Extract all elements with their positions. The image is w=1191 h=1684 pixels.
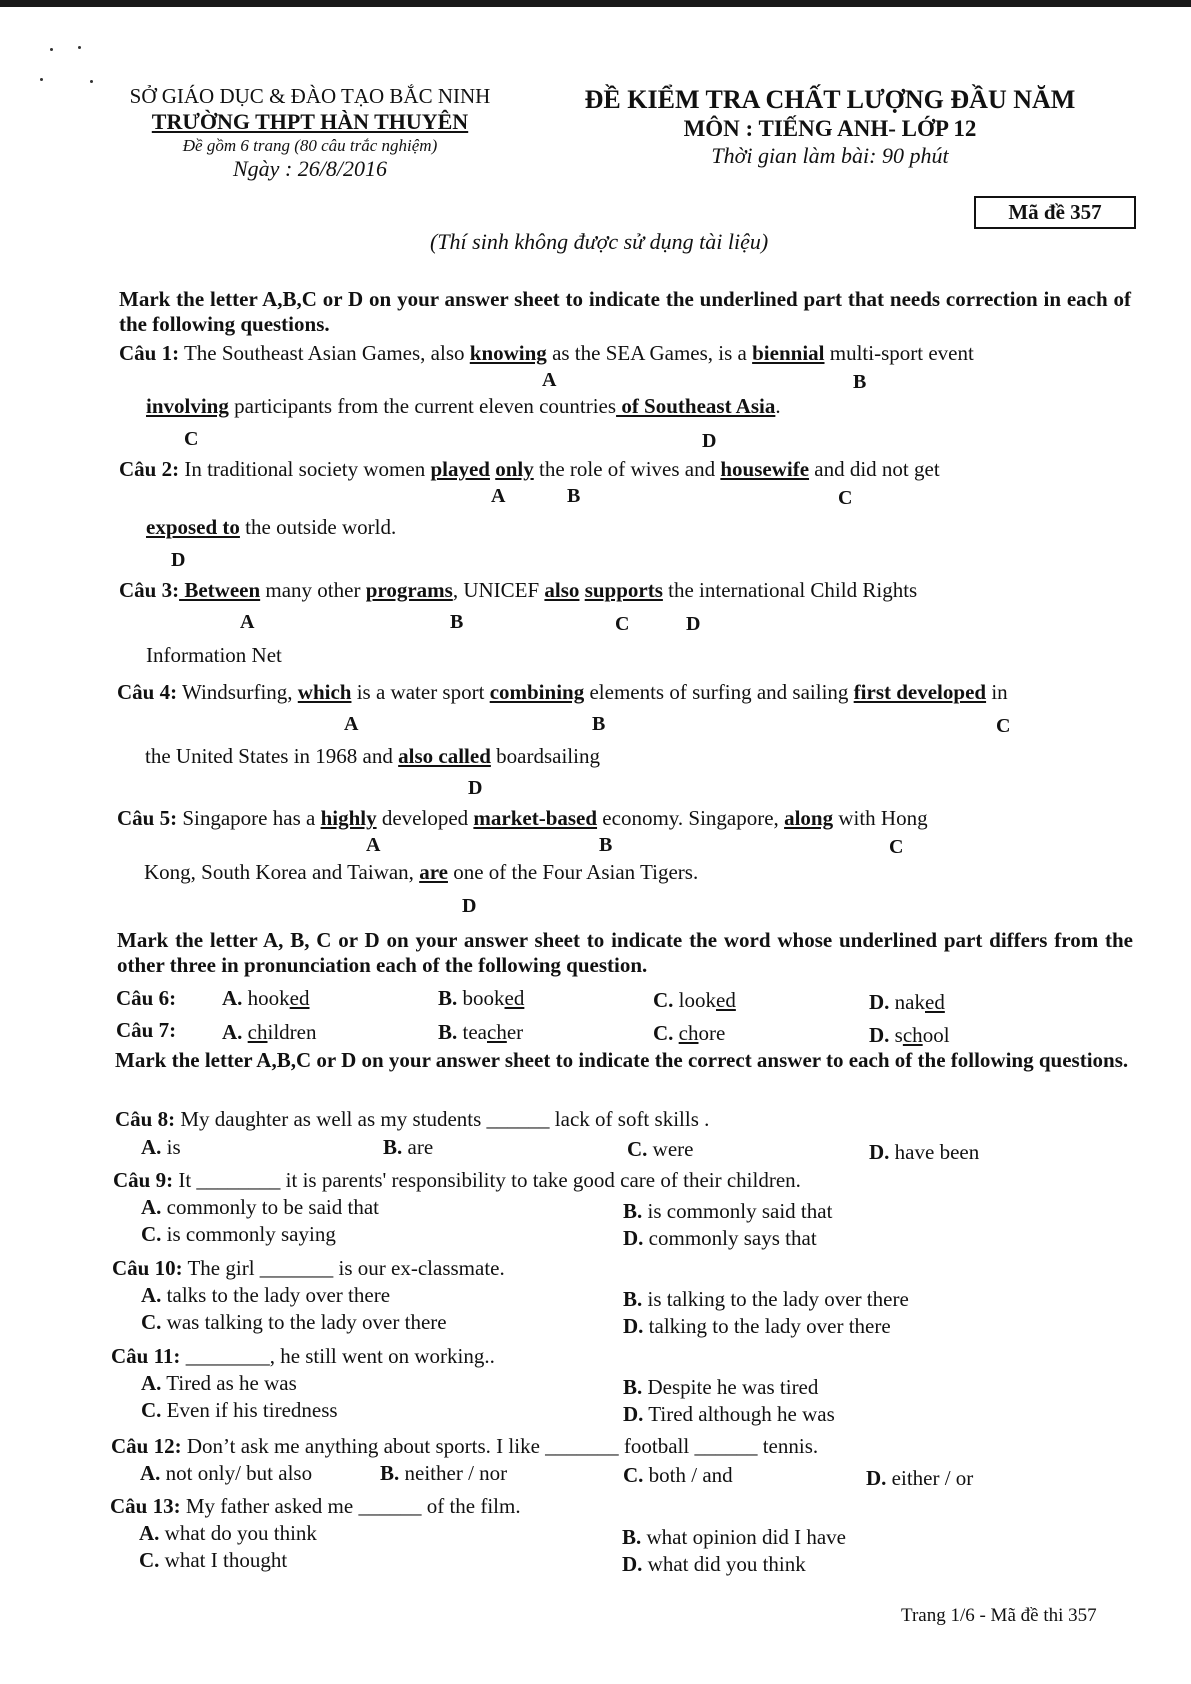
option-letter-d: D	[171, 549, 186, 571]
underlined-option-b: only	[495, 457, 534, 481]
question-text: participants from the current eleven countries	[228, 394, 617, 418]
question-text: multi-sport event	[824, 341, 974, 365]
question-5-line-2	[144, 860, 698, 885]
header-right	[545, 84, 1115, 169]
question-text: My daughter as well as my students ______ lack of soft skills .	[175, 1107, 710, 1131]
underlined-option-b: programs	[365, 578, 453, 602]
option-text: either / or	[886, 1466, 974, 1490]
school-name: TRƯỜNG THPT HÀN THUYÊN	[151, 109, 469, 135]
question-text: the international Child Rights	[662, 578, 918, 602]
option-d	[623, 1402, 835, 1427]
option-label: D.	[866, 1466, 887, 1490]
question-5-line-1	[117, 806, 928, 831]
underlined-option-a: which	[297, 680, 352, 704]
question-label: Câu 9:	[113, 1168, 174, 1192]
department-name: SỞ GIÁO DỤC & ĐÀO TẠO BẮC NINH	[129, 84, 491, 108]
question-text: Kong, South Korea and Taiwan,	[144, 860, 420, 884]
question-8	[115, 1107, 709, 1132]
option-text: talks to the lady over there	[161, 1283, 391, 1307]
option-c	[653, 1021, 725, 1046]
question-text: many other	[260, 578, 366, 602]
option-d	[869, 990, 945, 1015]
underlined-sound: ed	[925, 990, 945, 1014]
option-label: B.	[623, 1287, 643, 1311]
scan-speck	[78, 46, 81, 49]
option-a	[141, 1283, 390, 1308]
option-label: C.	[141, 1398, 162, 1422]
option-label: C.	[623, 1463, 644, 1487]
option-letter-b: B	[853, 371, 867, 393]
option-c	[627, 1137, 693, 1162]
option-d	[622, 1552, 806, 1577]
option-b	[438, 986, 524, 1011]
multiple-choice-instruction: Mark the letter A,B,C or D on your answer sheet to indicate the correct answer to each of the following questions.	[115, 1048, 1129, 1072]
option-letter-d: D	[686, 613, 701, 635]
page-footer: Trang 1/6 - Mã đề thi 357	[901, 1605, 1097, 1626]
option-a	[222, 986, 310, 1011]
question-text: My father asked me ______ of the film.	[180, 1494, 521, 1518]
underlined-option-b: combining	[489, 680, 585, 704]
option-text: was talking to the lady over there	[161, 1310, 447, 1334]
option-text: both / and	[643, 1463, 733, 1487]
option-text: er	[506, 1020, 524, 1044]
question-10	[112, 1256, 505, 1281]
option-text: Tired although he was	[643, 1402, 835, 1426]
option-label: B.	[623, 1375, 643, 1399]
option-label: D.	[623, 1402, 644, 1426]
question-3-line-2: Information Net	[146, 643, 282, 667]
exam-title: ĐỀ KIỂM TRA CHẤT LƯỢNG ĐẦU NĂM	[584, 85, 1076, 114]
underlined-option-c: along	[784, 806, 834, 830]
question-label: Câu 4:	[117, 680, 178, 704]
option-b	[623, 1375, 818, 1400]
option-letter-b: B	[567, 485, 581, 507]
option-label: A.	[141, 1371, 162, 1395]
option-a	[141, 1371, 297, 1396]
underlined-option-a: played	[430, 457, 490, 481]
option-label: D.	[623, 1226, 644, 1250]
option-label: C.	[139, 1548, 160, 1572]
option-label: D.	[869, 1140, 890, 1164]
option-text: hook	[242, 986, 290, 1010]
question-text: Don’t ask me anything about sports. I like _______ football ______ tennis.	[181, 1434, 819, 1458]
option-label: D.	[623, 1314, 644, 1338]
exam-note: (Thí sinh không được sử dụng tài liệu)	[430, 229, 769, 254]
exam-date: Ngày : 26/8/2016	[233, 155, 387, 181]
option-text: commonly to be said that	[161, 1195, 379, 1219]
question-text: and did not get	[809, 457, 940, 481]
option-text: neither / nor	[399, 1461, 508, 1485]
underlined-sound: ed	[716, 988, 736, 1012]
option-label: C.	[141, 1222, 162, 1246]
option-a	[141, 1135, 181, 1160]
question-label: Câu 13:	[110, 1494, 181, 1518]
option-text: commonly says that	[643, 1226, 817, 1250]
option-label: A.	[141, 1283, 162, 1307]
option-c	[623, 1463, 733, 1488]
question-text: the role of wives and	[533, 457, 721, 481]
option-c	[141, 1398, 338, 1423]
question-4-line-1	[117, 680, 1008, 705]
option-label: B.	[622, 1525, 642, 1549]
option-text: s	[889, 1023, 903, 1047]
question-text: one of the Four Asian Tigers.	[447, 860, 699, 884]
scan-speck	[40, 78, 43, 81]
option-letter-a: A	[542, 369, 557, 391]
option-letter-b: B	[592, 713, 606, 735]
question-text: The Southeast Asian Games, also	[179, 341, 470, 365]
option-text: were	[647, 1137, 694, 1161]
option-letter-a: A	[240, 611, 255, 633]
option-label: B.	[383, 1135, 403, 1159]
pages-note: Đề gồm 6 trang (80 câu trắc nghiệm)	[182, 135, 438, 155]
option-text: Despite he was tired	[642, 1375, 819, 1399]
option-text: is	[161, 1135, 181, 1159]
question-label: Câu 1:	[119, 341, 180, 365]
option-d	[623, 1226, 817, 1251]
option-b	[623, 1199, 832, 1224]
option-letter-a: A	[366, 834, 381, 856]
option-c	[139, 1548, 287, 1573]
option-text: what do you think	[159, 1521, 317, 1545]
option-text: look	[673, 988, 717, 1012]
error-instruction: Mark the letter A,B,C or D on your answer sheet to indicate the underlined part that needs correction in each of the following questions.	[119, 287, 1131, 337]
option-text: are	[402, 1135, 434, 1159]
option-label: B.	[438, 1020, 458, 1044]
underlined-option-c: involving	[146, 394, 229, 418]
question-text: with Hong	[833, 806, 928, 830]
option-b	[622, 1525, 846, 1550]
underlined-sound: ch	[902, 1023, 923, 1047]
question-label: Câu 12:	[111, 1434, 182, 1458]
question-text: the outside world.	[239, 515, 397, 539]
question-text: in	[986, 680, 1008, 704]
underlined-option-d: also called	[398, 744, 491, 768]
question-3-line-1	[119, 578, 917, 603]
option-b	[438, 1020, 523, 1045]
option-letter-c: C	[996, 715, 1011, 737]
option-letter-b: B	[599, 834, 613, 856]
underlined-option-c: also	[544, 578, 580, 602]
option-label: A.	[139, 1521, 160, 1545]
option-letter-d: D	[702, 430, 717, 452]
option-text: what I thought	[159, 1548, 288, 1572]
question-label: Câu 5:	[117, 806, 178, 830]
option-label: C.	[627, 1137, 648, 1161]
option-label: B.	[438, 986, 458, 1010]
question-text: economy. Singapore,	[597, 806, 785, 830]
question-text: .	[775, 394, 781, 418]
option-a	[140, 1461, 312, 1486]
option-label: B.	[380, 1461, 400, 1485]
question-2-line-1	[119, 457, 940, 482]
question-4-line-2	[145, 744, 600, 769]
question-text: ________, he still went on working..	[180, 1344, 495, 1368]
question-12	[111, 1434, 818, 1459]
option-a	[222, 1020, 316, 1045]
option-a	[139, 1521, 317, 1546]
question-9	[113, 1168, 801, 1193]
option-letter-c: C	[184, 428, 199, 450]
question-label: Câu 11:	[111, 1344, 181, 1368]
option-d	[869, 1140, 979, 1165]
underlined-option-b: market-based	[473, 806, 598, 830]
underlined-sound: ed	[289, 986, 310, 1010]
question-1-line-2	[146, 394, 781, 419]
option-text: is commonly said that	[642, 1199, 833, 1223]
question-text: developed	[376, 806, 474, 830]
question-text: elements of surfing and sailing	[584, 680, 854, 704]
option-label: C.	[653, 1021, 674, 1045]
question-text: , UNICEF	[452, 578, 545, 602]
option-text: Even if his tiredness	[161, 1398, 338, 1422]
question-text: as the SEA Games, is a	[546, 341, 753, 365]
question-label: Câu 8:	[115, 1107, 176, 1131]
scan-top-border	[0, 0, 1191, 7]
underlined-sound: ch	[487, 1020, 507, 1044]
option-letter-d: D	[462, 895, 477, 917]
option-label: C.	[141, 1310, 162, 1334]
exam-code-box: Mã đề 357	[974, 196, 1136, 229]
underlined-option-a: knowing	[469, 341, 547, 365]
underlined-sound: ch	[247, 1020, 268, 1044]
option-letter-c: C	[615, 613, 630, 635]
option-d	[869, 1023, 950, 1048]
exam-time: Thời gian làm bài: 90 phút	[711, 142, 949, 168]
question-label: Câu 2:	[119, 457, 180, 481]
option-text: what did you think	[642, 1552, 806, 1576]
option-text: ool	[922, 1023, 950, 1047]
question-11	[111, 1344, 495, 1369]
underlined-option-d: supports	[584, 578, 663, 602]
question-text: boardsailing	[490, 744, 600, 768]
option-text: not only/ but also	[160, 1461, 313, 1485]
option-b	[623, 1287, 909, 1312]
underlined-option-d: exposed to	[146, 515, 240, 539]
option-text: nak	[889, 990, 925, 1014]
option-text: what opinion did I have	[641, 1525, 846, 1549]
option-label: D.	[869, 1023, 890, 1047]
option-a	[141, 1195, 379, 1220]
option-text: tea	[457, 1020, 487, 1044]
underlined-option-d: of Southeast Asia	[616, 394, 776, 418]
option-letter-c: C	[838, 487, 853, 509]
option-text: talking to the lady over there	[643, 1314, 891, 1338]
option-label: B.	[623, 1199, 643, 1223]
question-13	[110, 1494, 521, 1519]
option-letter-a: A	[491, 485, 506, 507]
underlined-sound: ed	[504, 986, 525, 1010]
question-text: Singapore has a	[177, 806, 321, 830]
question-label: Câu 10:	[112, 1256, 183, 1280]
option-label: C.	[653, 988, 674, 1012]
question-label: Câu 3:	[119, 578, 180, 602]
option-d	[866, 1466, 973, 1491]
option-c	[141, 1222, 336, 1247]
question-text: In traditional society women	[179, 457, 431, 481]
option-b	[383, 1135, 433, 1160]
underlined-option-c: first developed	[853, 680, 987, 704]
question-text: Windsurfing,	[177, 680, 298, 704]
question-text: the United States in 1968 and	[145, 744, 399, 768]
option-text: book	[457, 986, 505, 1010]
question-1-line-1	[119, 341, 974, 366]
question-6-label: Câu 6:	[116, 986, 177, 1010]
underlined-option-a: highly	[320, 806, 377, 830]
option-label: A.	[140, 1461, 161, 1485]
underlined-option-d: are	[419, 860, 448, 884]
header-left	[115, 84, 505, 182]
exam-subject: MÔN : TIẾNG ANH- LỚP 12	[683, 116, 977, 142]
option-text: Tired as he was	[161, 1371, 297, 1395]
option-text: is commonly saying	[161, 1222, 336, 1246]
option-text: ildren	[267, 1020, 317, 1044]
option-label: A.	[141, 1135, 162, 1159]
option-b	[380, 1461, 507, 1486]
option-text: is talking to the lady over there	[642, 1287, 909, 1311]
option-d	[623, 1314, 891, 1339]
scan-speck	[50, 48, 53, 51]
option-label: A.	[222, 986, 243, 1010]
option-c	[141, 1310, 447, 1335]
underlined-option-b: biennial	[752, 341, 825, 365]
question-7-label: Câu 7:	[116, 1018, 177, 1042]
pronunciation-instruction: Mark the letter A, B, C or D on your answer sheet to indicate the word whose underlined part differs from the other three in pronunciation each of the following question.	[117, 928, 1133, 978]
underlined-option-a: Between	[179, 578, 261, 602]
underlined-sound: ch	[678, 1021, 699, 1045]
scan-speck	[90, 80, 93, 83]
question-text: It ________ it is parents' responsibility to take good care of their children.	[173, 1168, 801, 1192]
question-text: is a water sport	[351, 680, 490, 704]
option-letter-a: A	[344, 713, 359, 735]
option-label: A.	[141, 1195, 162, 1219]
question-2-line-2	[146, 515, 396, 540]
option-label: A.	[222, 1020, 243, 1044]
option-label: D.	[622, 1552, 643, 1576]
option-text: have been	[889, 1140, 980, 1164]
option-label: D.	[869, 990, 890, 1014]
option-letter-c: C	[889, 836, 904, 858]
question-text: The girl _______ is our ex-classmate.	[182, 1256, 505, 1280]
option-letter-b: B	[450, 611, 464, 633]
option-text: ore	[698, 1021, 726, 1045]
underlined-option-c: housewife	[720, 457, 810, 481]
option-c	[653, 988, 736, 1013]
option-letter-d: D	[468, 777, 483, 799]
